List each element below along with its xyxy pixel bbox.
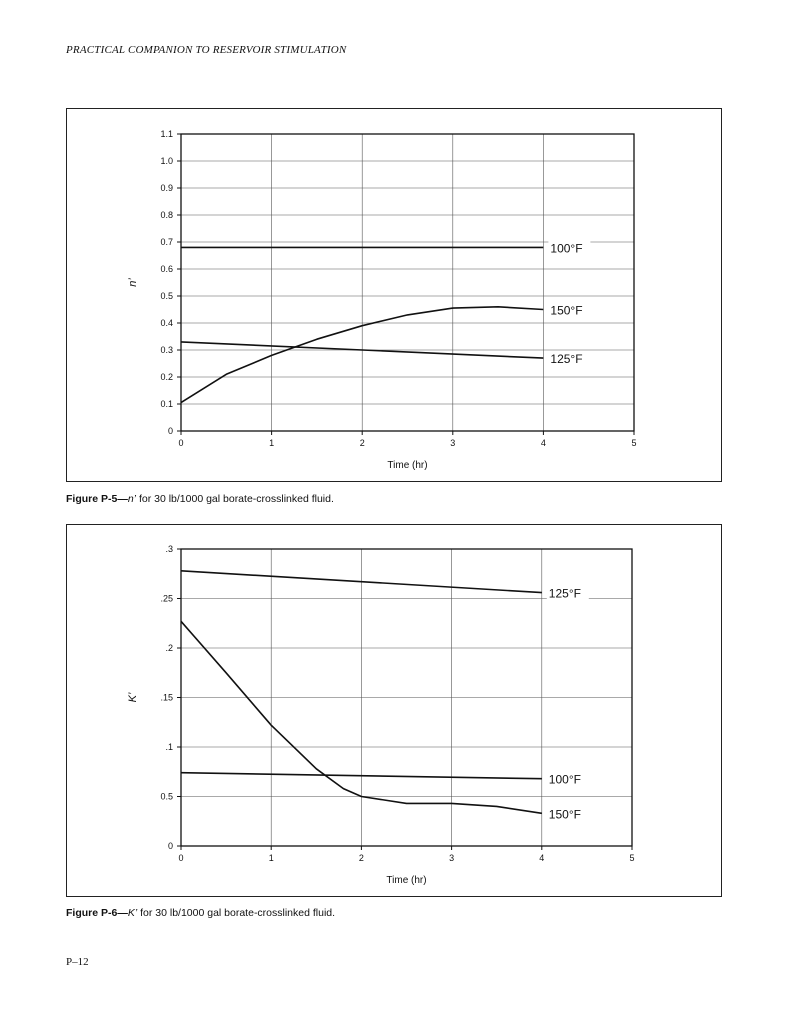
- x-tick-label: 1: [268, 853, 274, 863]
- x-tick-label: 1: [269, 438, 275, 448]
- y-tick-label: .3: [165, 544, 173, 554]
- caption-symbol: n’: [127, 493, 137, 505]
- series-label: 100°F: [550, 241, 583, 256]
- y-tick-label: 0.2: [160, 372, 173, 382]
- y-tick-label: 0.9: [160, 183, 173, 193]
- x-tick-label: 4: [540, 438, 546, 448]
- y-tick-label: .15: [160, 692, 173, 703]
- y-tick-label: 0.1: [160, 399, 173, 409]
- x-tick-label: 0: [178, 853, 184, 863]
- caption-dash: —: [117, 907, 128, 919]
- y-tick-label: 0.5: [160, 791, 173, 802]
- x-tick-label: 3: [449, 853, 455, 863]
- x-tick-label: 2: [359, 438, 365, 448]
- running-header: PRACTICAL COMPANION TO RESERVOIR STIMULATION: [66, 44, 347, 56]
- figure-p6-caption: [66, 907, 335, 919]
- x-tick-label: 5: [629, 853, 635, 863]
- series-label: 100°F: [548, 772, 581, 787]
- caption-label: Figure P-5: [66, 493, 118, 505]
- y-tick-label: .25: [160, 593, 173, 604]
- y-tick-label: 0: [167, 426, 173, 436]
- plot-area-border: [181, 134, 634, 431]
- series-label: 150°F: [548, 807, 581, 822]
- series-label: 125°F: [548, 586, 581, 601]
- x-tick-label: 5: [631, 438, 637, 448]
- series-label: 150°F: [550, 303, 583, 318]
- caption-text: for 30 lb/1000 gal borate-crosslinked fluid.: [136, 493, 334, 505]
- y-tick-label: .1: [165, 742, 173, 752]
- x-tick-label: 3: [450, 438, 456, 448]
- caption-text: for 30 lb/1000 gal borate-crosslinked fluid.: [137, 907, 336, 919]
- y-tick-label: .2: [165, 643, 173, 653]
- y-tick-label: 0.3: [160, 345, 173, 355]
- figure-p5-caption: [66, 493, 334, 505]
- x-tick-label: 2: [358, 853, 364, 863]
- y-tick-label: 0.5: [160, 291, 173, 301]
- y-tick-label: 0.6: [160, 264, 173, 274]
- y-tick-label: 0: [167, 841, 173, 851]
- y-tick-label: 0.7: [160, 237, 173, 247]
- y-tick-label: 0.8: [160, 210, 173, 220]
- x-axis-label: Time (hr): [386, 875, 427, 886]
- y-tick-label: 1.0: [160, 156, 173, 166]
- x-axis-label: Time (hr): [387, 460, 428, 471]
- caption-dash: —: [117, 493, 128, 505]
- caption-symbol: K’: [127, 907, 138, 919]
- x-tick-label: 4: [539, 853, 545, 863]
- y-axis-label: K’: [127, 692, 139, 703]
- x-tick-label: 0: [178, 438, 184, 448]
- caption-label: Figure P-6: [66, 907, 118, 919]
- y-tick-label: 1.1: [160, 129, 173, 139]
- series-label: 125°F: [550, 352, 583, 367]
- y-axis-label: n’: [127, 278, 139, 287]
- page-number: P–12: [66, 956, 89, 968]
- y-tick-label: 0.4: [160, 318, 173, 328]
